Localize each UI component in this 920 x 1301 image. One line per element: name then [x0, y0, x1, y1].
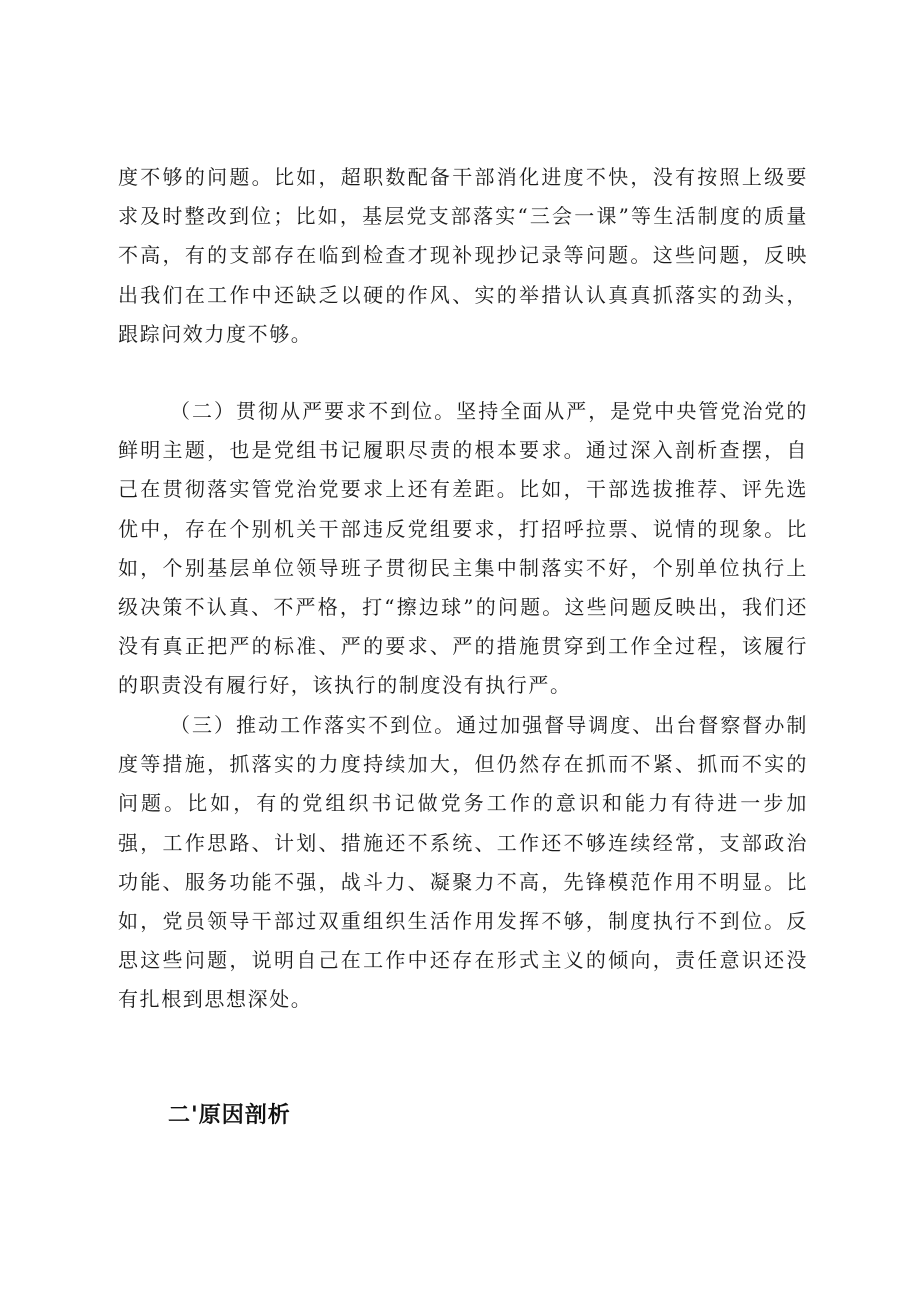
paragraph-2-text: （二）贯彻从严要求不到位。坚持全面从严，是党中央管党治党的鲜明主题，也是党组书记履职尽责的根本要求。通过深入剖析查摆，自己在贯彻落实管党治党要求上还有差距。比如，干部选拔推荐、评先选优中，存在个别机关干部违反党组要求，打招呼拉票、说情的现象。比如，个别基层单位领导班子贯彻民主集中制落实不好，个别单位执行上级决策不认真、不严格，打“擦边球”的问题。这些问题反映出，我们还没有真正把严的标准、严的要求、严的措施贯穿到工作全过程，该履行的职责没有履行好，该执行的制度没有执行严。 — [118, 399, 808, 698]
paragraph-continuation — [118, 158, 808, 354]
paragraph-3-text: （三）推动工作落实不到位。通过加强督导调度、出台督察督办制度等措施，抓落实的力度持续加大，但仍然存在抓而不紧、抓而不实的问题。比如，有的党组织书记做党务工作的意识和能力有待进一步加强，工作思路、计划、措施还不系统、工作还不够连续经常，支部政治功能、服务功能不强，战斗力、凝聚力不高，先锋模范作用不明显。比如，党员领导干部过双重组织生活作用发挥不够，制度执行不到位。反思这些问题，说明自己在工作中还存在形式主义的倾向，责任意识还没有扎根到思想深处。 — [118, 713, 808, 1012]
section-heading: 二'原因剖析 — [168, 1103, 291, 1128]
paragraph-section-two — [118, 392, 808, 706]
paragraph-1-text: 度不够的问题。比如，超职数配备干部消化进度不快，没有按照上级要求及时整改到位；比如，基层党支部落实“三会一课”等生活制度的质量不高，有的支部存在临到检查才现补现抄记录等问题。这些问题，反映出我们在工作中还缺乏以硬的作风、实的举措认认真真抓落实的劲头，跟踪问效力度不够。 — [118, 165, 808, 346]
paragraph-section-three — [118, 706, 808, 1020]
